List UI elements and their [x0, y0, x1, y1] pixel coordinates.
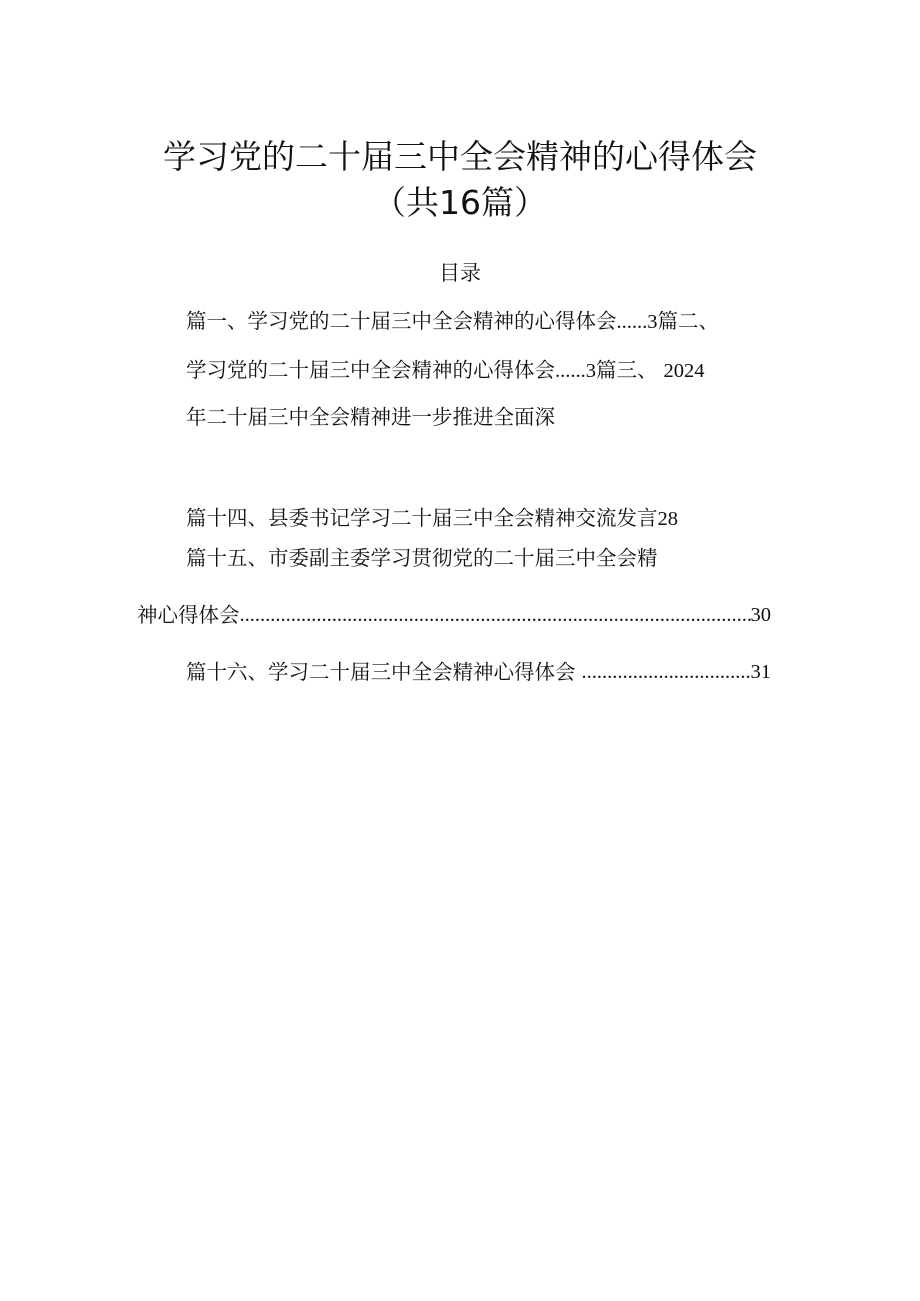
toc-entry-next-label: 篇二、	[657, 309, 719, 333]
document-subtitle: （共16篇）	[373, 183, 547, 222]
toc-entry-year: 2024	[663, 360, 705, 382]
toc-page-number: 3	[647, 311, 658, 333]
toc-entry-text: 年二十届三中全会精神进一步推进全面深	[186, 405, 555, 429]
toc-entry-16[interactable]	[186, 657, 771, 687]
toc-entry-text: 神心得体会	[137, 603, 240, 627]
toc-entry-text: 学习党的二十届三中全会精神的心得体会	[186, 358, 555, 382]
toc-entry-15-continued[interactable]	[137, 600, 771, 630]
toc-entry-14[interactable]	[186, 503, 678, 534]
toc-page-number: 28	[657, 508, 678, 530]
toc-leader-dots: ......	[616, 311, 648, 333]
toc-leader-dots: ......	[555, 360, 586, 382]
toc-entry-text: 篇十四、县委书记学习二十届三中全会精神交流发言	[186, 506, 658, 530]
toc-entry-text: 篇一、学习党的二十届三中全会精神的心得体会	[186, 309, 617, 333]
toc-entry-text: 篇十五、市委副主委学习贯彻党的二十届三中全会精	[186, 546, 658, 570]
toc-entry-2[interactable]	[186, 355, 705, 386]
toc-leader-dots	[582, 657, 751, 687]
toc-entry-15[interactable]	[186, 543, 658, 573]
toc-page-number: 31	[750, 661, 771, 683]
toc-entry-next-label: 篇三、	[596, 358, 658, 382]
toc-entry-text: 篇十六、学习二十届三中全会精神心得体会	[186, 660, 576, 684]
toc-entry-1[interactable]	[186, 306, 719, 337]
toc-entry-3[interactable]	[186, 402, 555, 432]
toc-heading: 目录	[439, 261, 481, 285]
toc-page-number: 30	[750, 604, 771, 626]
toc-leader-dots	[240, 600, 751, 630]
document-title: 学习党的二十届三中全会精神的心得体会	[163, 137, 757, 176]
toc-page-number: 3	[585, 360, 596, 382]
